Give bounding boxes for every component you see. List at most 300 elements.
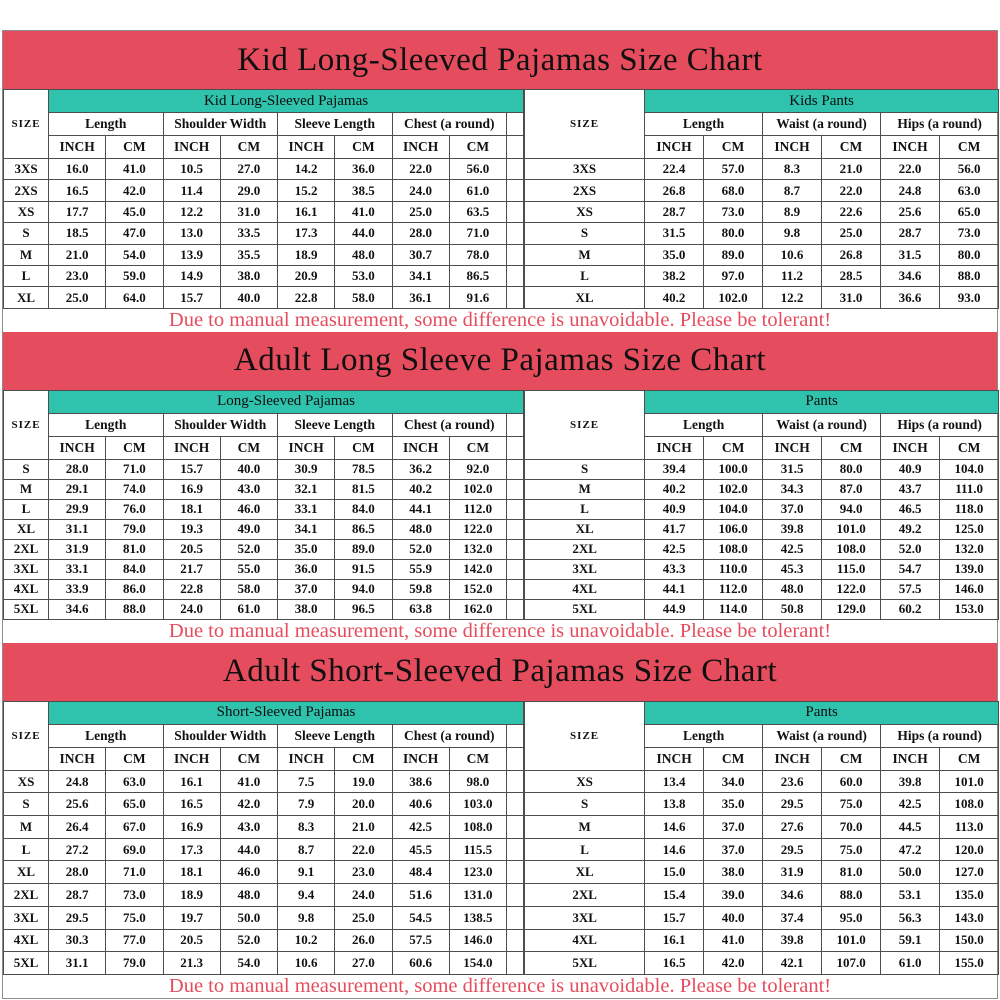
table-row — [4, 459, 524, 479]
measurement-value-cell: 23.0 — [335, 861, 392, 884]
measurement-value-cell: 20.5 — [163, 539, 220, 559]
measurement-value-cell: 110.0 — [704, 559, 763, 579]
measurement-value-cell: 98.0 — [449, 770, 506, 793]
measurement-value-cell: 57.0 — [704, 159, 763, 180]
size-label-cell: 4XL — [525, 929, 645, 952]
table-row — [525, 770, 999, 793]
measurement-value-cell: 42.5 — [645, 539, 704, 559]
measurement-value-cell: 22.0 — [392, 159, 449, 180]
table-row — [525, 499, 999, 519]
measurement-value-cell: 44.1 — [392, 499, 449, 519]
measurement-value-cell: 35.0 — [704, 793, 763, 816]
measurement-value-cell: 40.2 — [645, 287, 704, 308]
measurement-value-cell: 24.0 — [335, 884, 392, 907]
measurement-value-cell: 16.5 — [163, 793, 220, 816]
measurement-value-cell: 24.8 — [49, 770, 106, 793]
measurement-value-cell: 42.1 — [763, 952, 822, 975]
size-column-header: SIZE — [525, 701, 645, 770]
measurement-value-cell: 75.0 — [822, 793, 881, 816]
size-label-cell: XL — [525, 519, 645, 539]
size-label-cell: 2XL — [4, 884, 49, 907]
measurement-value-cell: 40.0 — [704, 906, 763, 929]
table-row — [4, 884, 524, 907]
measurement-value-cell: 25.0 — [49, 287, 106, 308]
measurement-value-cell: 29.1 — [49, 479, 106, 499]
cm-unit-header: CM — [822, 747, 881, 770]
table-row — [4, 159, 524, 180]
measurement-value-cell: 29.5 — [49, 906, 106, 929]
measurement-group-header: Length — [49, 113, 164, 136]
measurement-value-cell: 27.0 — [220, 159, 277, 180]
measurement-value-cell: 13.0 — [163, 223, 220, 244]
measurement-value-cell: 11.2 — [763, 265, 822, 286]
size-label-cell: L — [525, 838, 645, 861]
filler-cell — [507, 952, 524, 975]
measurement-value-cell: 13.9 — [163, 244, 220, 265]
measurement-value-cell: 81.5 — [335, 479, 392, 499]
size-label-cell: L — [525, 499, 645, 519]
measurement-value-cell: 39.8 — [881, 770, 940, 793]
table-row — [525, 599, 999, 619]
measurement-value-cell: 79.0 — [106, 519, 163, 539]
table-row — [525, 929, 999, 952]
measurement-value-cell: 31.5 — [881, 244, 940, 265]
measurement-value-cell: 18.9 — [278, 244, 335, 265]
measurement-value-cell: 78.0 — [449, 244, 506, 265]
size-label-cell: S — [4, 793, 49, 816]
measurement-value-cell: 113.0 — [940, 816, 999, 839]
size-label-cell: 2XS — [525, 180, 645, 201]
filler-cell — [507, 747, 524, 770]
measurement-group-header: Length — [645, 113, 763, 136]
measurement-value-cell: 36.0 — [335, 159, 392, 180]
size-label-cell: 3XL — [4, 906, 49, 929]
measurement-value-cell: 29.5 — [763, 793, 822, 816]
measurement-value-cell: 102.0 — [704, 479, 763, 499]
measurement-value-cell: 101.0 — [940, 770, 999, 793]
measurement-value-cell: 67.0 — [106, 816, 163, 839]
cm-unit-header: CM — [335, 136, 392, 159]
measurement-value-cell: 112.0 — [449, 499, 506, 519]
cm-unit-header: CM — [220, 136, 277, 159]
size-label-cell: XS — [4, 770, 49, 793]
filler-cell — [507, 816, 524, 839]
measurement-value-cell: 96.5 — [335, 599, 392, 619]
size-column-header: SIZE — [4, 390, 49, 459]
measurement-value-cell: 88.0 — [106, 599, 163, 619]
filler-cell — [507, 287, 524, 308]
size-label-cell: 5XL — [4, 952, 49, 975]
table-row — [4, 861, 524, 884]
measurement-value-cell: 31.1 — [49, 519, 106, 539]
measurement-value-cell: 31.0 — [822, 287, 881, 308]
measurement-value-cell: 28.0 — [49, 459, 106, 479]
cm-unit-header: CM — [704, 747, 763, 770]
size-label-cell: L — [4, 265, 49, 286]
measurement-value-cell: 21.0 — [822, 159, 881, 180]
table-header-band-row — [4, 701, 524, 724]
measurement-group-row — [4, 724, 524, 747]
measurement-value-cell: 42.5 — [763, 539, 822, 559]
measurement-value-cell: 127.0 — [940, 861, 999, 884]
measurement-value-cell: 59.8 — [392, 579, 449, 599]
size-column-header: SIZE — [4, 701, 49, 770]
table-row — [525, 180, 999, 201]
measurement-value-cell: 52.0 — [220, 929, 277, 952]
inch-unit-header: INCH — [392, 136, 449, 159]
measurement-value-cell: 138.5 — [449, 906, 506, 929]
size-label-cell: S — [525, 223, 645, 244]
inch-unit-header: INCH — [49, 136, 106, 159]
measurement-value-cell: 11.4 — [163, 180, 220, 201]
measurement-value-cell: 101.0 — [822, 929, 881, 952]
cm-unit-header: CM — [220, 436, 277, 459]
measurement-value-cell: 13.4 — [645, 770, 704, 793]
measurement-value-cell: 57.5 — [881, 579, 940, 599]
table-header-band-row — [525, 390, 999, 413]
measurement-value-cell: 107.0 — [822, 952, 881, 975]
measurement-value-cell: 35.0 — [278, 539, 335, 559]
measurement-value-cell: 20.9 — [278, 265, 335, 286]
measurement-value-cell: 38.0 — [704, 861, 763, 884]
filler-cell — [507, 579, 524, 599]
measurement-value-cell: 31.9 — [763, 861, 822, 884]
measurement-value-cell: 16.0 — [49, 159, 106, 180]
measurement-value-cell: 40.2 — [645, 479, 704, 499]
measurement-value-cell: 49.0 — [220, 519, 277, 539]
table-row — [525, 539, 999, 559]
measurement-value-cell: 71.0 — [106, 861, 163, 884]
size-label-cell: 2XL — [525, 884, 645, 907]
measurement-value-cell: 152.0 — [449, 579, 506, 599]
measurement-value-cell: 143.0 — [940, 906, 999, 929]
measurement-value-cell: 28.0 — [49, 861, 106, 884]
measurement-group-header: Sleeve Length — [278, 113, 393, 136]
measurement-value-cell: 26.4 — [49, 816, 106, 839]
measurement-value-cell: 114.0 — [704, 599, 763, 619]
filler-cell — [507, 201, 524, 222]
size-label-cell: M — [525, 816, 645, 839]
measurement-value-cell: 8.3 — [763, 159, 822, 180]
measurement-value-cell: 44.1 — [645, 579, 704, 599]
measurement-value-cell: 42.0 — [220, 793, 277, 816]
measurement-value-cell: 153.0 — [940, 599, 999, 619]
size-label-cell: L — [4, 838, 49, 861]
measurement-group-header: Shoulder Width — [163, 724, 278, 747]
measurement-group-header: Waist (a round) — [763, 113, 881, 136]
size-chart-section-short — [3, 643, 997, 998]
tables-row — [3, 89, 997, 309]
table-header-band-row — [4, 90, 524, 113]
measurement-value-cell: 57.5 — [392, 929, 449, 952]
size-label-cell: M — [525, 244, 645, 265]
measurement-group-header: Waist (a round) — [763, 413, 881, 436]
measurement-value-cell: 146.0 — [449, 929, 506, 952]
measurement-value-cell: 16.9 — [163, 479, 220, 499]
measurement-value-cell: 43.0 — [220, 479, 277, 499]
measurement-value-cell: 55.9 — [392, 559, 449, 579]
measurement-value-cell: 16.1 — [645, 929, 704, 952]
measurement-value-cell: 103.0 — [449, 793, 506, 816]
measurement-value-cell: 21.0 — [335, 816, 392, 839]
measurement-value-cell: 45.3 — [763, 559, 822, 579]
table-header-band-row — [525, 701, 999, 724]
measurement-value-cell: 16.9 — [163, 816, 220, 839]
measurement-value-cell: 132.0 — [449, 539, 506, 559]
size-label-cell: XL — [4, 287, 49, 308]
measurement-value-cell: 79.0 — [106, 952, 163, 975]
measurement-value-cell: 40.9 — [645, 499, 704, 519]
measurement-value-cell: 16.1 — [278, 201, 335, 222]
inch-unit-header: INCH — [163, 136, 220, 159]
filler-cell — [507, 838, 524, 861]
measurement-value-cell: 18.9 — [163, 884, 220, 907]
table-row — [525, 287, 999, 308]
measurement-value-cell: 115.5 — [449, 838, 506, 861]
measurement-value-cell: 84.0 — [106, 559, 163, 579]
measurement-value-cell: 10.5 — [163, 159, 220, 180]
inch-unit-header: INCH — [163, 747, 220, 770]
measurement-value-cell: 112.0 — [704, 579, 763, 599]
measurement-value-cell: 48.0 — [220, 884, 277, 907]
measurement-value-cell: 91.6 — [449, 287, 506, 308]
measurement-value-cell: 40.2 — [392, 479, 449, 499]
measurement-value-cell: 155.0 — [940, 952, 999, 975]
filler-cell — [507, 793, 524, 816]
measurement-value-cell: 162.0 — [449, 599, 506, 619]
measurement-value-cell: 68.0 — [704, 180, 763, 201]
measurement-value-cell: 50.8 — [763, 599, 822, 619]
size-chart-section-kid — [3, 31, 997, 332]
measurement-value-cell: 56.0 — [940, 159, 999, 180]
measurement-value-cell: 80.0 — [822, 459, 881, 479]
cm-unit-header: CM — [704, 436, 763, 459]
measurement-value-cell: 63.0 — [940, 180, 999, 201]
table-row — [4, 519, 524, 539]
measurement-value-cell: 89.0 — [335, 539, 392, 559]
table-row — [4, 223, 524, 244]
measurement-value-cell: 37.0 — [704, 838, 763, 861]
measurement-value-cell: 34.1 — [392, 265, 449, 286]
measurement-value-cell: 118.0 — [940, 499, 999, 519]
measurement-value-cell: 51.6 — [392, 884, 449, 907]
table-row — [4, 201, 524, 222]
measurement-value-cell: 23.6 — [763, 770, 822, 793]
measurement-value-cell: 9.1 — [278, 861, 335, 884]
size-label-cell: 4XL — [525, 579, 645, 599]
measurement-value-cell: 15.2 — [278, 180, 335, 201]
inch-unit-header: INCH — [278, 747, 335, 770]
pajamas-table — [3, 701, 524, 975]
cm-unit-header: CM — [940, 136, 999, 159]
measurement-value-cell: 31.0 — [220, 201, 277, 222]
measurement-value-cell: 52.0 — [881, 539, 940, 559]
measurement-value-cell: 42.0 — [704, 952, 763, 975]
measurement-value-cell: 23.0 — [49, 265, 106, 286]
table-header-band-row — [4, 390, 524, 413]
measurement-group-header: Chest (a round) — [392, 113, 507, 136]
measurement-value-cell: 94.0 — [335, 579, 392, 599]
measurement-value-cell: 39.4 — [645, 459, 704, 479]
measurement-value-cell: 27.2 — [49, 838, 106, 861]
inch-unit-header: INCH — [881, 136, 940, 159]
measurement-value-cell: 150.0 — [940, 929, 999, 952]
measurement-value-cell: 108.0 — [822, 539, 881, 559]
measurement-value-cell: 125.0 — [940, 519, 999, 539]
measurement-value-cell: 25.6 — [881, 201, 940, 222]
filler-cell — [507, 559, 524, 579]
filler-cell — [507, 180, 524, 201]
measurement-value-cell: 52.0 — [220, 539, 277, 559]
table-row — [525, 223, 999, 244]
measurement-value-cell: 20.0 — [335, 793, 392, 816]
measurement-value-cell: 80.0 — [704, 223, 763, 244]
size-label-cell: 5XL — [4, 599, 49, 619]
table-row — [525, 861, 999, 884]
pants-table — [524, 701, 999, 975]
measurement-value-cell: 97.0 — [704, 265, 763, 286]
measurement-value-cell: 22.8 — [163, 579, 220, 599]
measurement-value-cell: 139.0 — [940, 559, 999, 579]
size-label-cell: 4XL — [4, 929, 49, 952]
measurement-value-cell: 58.0 — [335, 287, 392, 308]
cm-unit-header: CM — [220, 747, 277, 770]
measurement-value-cell: 38.2 — [645, 265, 704, 286]
table-row — [525, 459, 999, 479]
measurement-value-cell: 12.2 — [763, 287, 822, 308]
measurement-value-cell: 86.0 — [106, 579, 163, 599]
measurement-value-cell: 25.6 — [49, 793, 106, 816]
pajamas-table — [3, 390, 524, 620]
measurement-value-cell: 34.1 — [278, 519, 335, 539]
measurement-group-row — [4, 413, 524, 436]
measurement-group-header: Sleeve Length — [278, 413, 393, 436]
measurement-group-header: Length — [645, 413, 763, 436]
measurement-value-cell: 39.8 — [763, 519, 822, 539]
table-row — [4, 479, 524, 499]
measurement-value-cell: 50.0 — [881, 861, 940, 884]
table-row — [4, 929, 524, 952]
measurement-value-cell: 78.5 — [335, 459, 392, 479]
measurement-value-cell: 19.0 — [335, 770, 392, 793]
measurement-value-cell: 37.0 — [278, 579, 335, 599]
measurement-value-cell: 87.0 — [822, 479, 881, 499]
measurement-value-cell: 33.5 — [220, 223, 277, 244]
table-row — [525, 519, 999, 539]
size-label-cell: 3XL — [525, 906, 645, 929]
measurement-value-cell: 35.5 — [220, 244, 277, 265]
measurement-value-cell: 95.0 — [822, 906, 881, 929]
size-label-cell: 3XS — [4, 159, 49, 180]
measurement-value-cell: 16.5 — [645, 952, 704, 975]
measurement-value-cell: 29.0 — [220, 180, 277, 201]
measurement-value-cell: 40.0 — [220, 287, 277, 308]
measurement-value-cell: 48.0 — [763, 579, 822, 599]
table-name-band: Long-Sleeved Pajamas — [49, 390, 524, 413]
table-row — [525, 201, 999, 222]
measurement-value-cell: 9.8 — [763, 223, 822, 244]
measurement-value-cell: 14.6 — [645, 838, 704, 861]
measurement-value-cell: 8.7 — [763, 180, 822, 201]
measurement-value-cell: 10.2 — [278, 929, 335, 952]
measurement-value-cell: 34.6 — [49, 599, 106, 619]
inch-unit-header: INCH — [645, 436, 704, 459]
measurement-value-cell: 27.0 — [335, 952, 392, 975]
size-label-cell: 2XL — [4, 539, 49, 559]
measurement-group-header: Chest (a round) — [392, 724, 507, 747]
measurement-value-cell: 8.3 — [278, 816, 335, 839]
measurement-value-cell: 61.0 — [220, 599, 277, 619]
filler-cell — [507, 136, 524, 159]
cm-unit-header: CM — [449, 136, 506, 159]
measurement-value-cell: 34.3 — [763, 479, 822, 499]
filler-cell — [507, 459, 524, 479]
measurement-value-cell: 49.2 — [881, 519, 940, 539]
measurement-value-cell: 106.0 — [704, 519, 763, 539]
measurement-value-cell: 17.3 — [163, 838, 220, 861]
measurement-value-cell: 60.6 — [392, 952, 449, 975]
table-row — [525, 816, 999, 839]
filler-cell — [507, 519, 524, 539]
measurement-value-cell: 69.0 — [106, 838, 163, 861]
table-row — [525, 265, 999, 286]
measurement-value-cell: 50.0 — [220, 906, 277, 929]
measurement-value-cell: 48.0 — [392, 519, 449, 539]
measurement-value-cell: 135.0 — [940, 884, 999, 907]
measurement-value-cell: 65.0 — [940, 201, 999, 222]
cm-unit-header: CM — [335, 747, 392, 770]
measurement-value-cell: 25.0 — [392, 201, 449, 222]
measurement-value-cell: 22.0 — [335, 838, 392, 861]
measurement-value-cell: 37.4 — [763, 906, 822, 929]
measurement-value-cell: 48.4 — [392, 861, 449, 884]
measurement-value-cell: 100.0 — [704, 459, 763, 479]
size-label-cell: S — [525, 459, 645, 479]
measurement-value-cell: 63.0 — [106, 770, 163, 793]
measurement-value-cell: 53.0 — [335, 265, 392, 286]
size-label-cell: M — [4, 816, 49, 839]
measurement-value-cell: 45.0 — [106, 201, 163, 222]
measurement-value-cell: 31.5 — [645, 223, 704, 244]
inch-unit-header: INCH — [763, 436, 822, 459]
size-label-cell: M — [4, 244, 49, 265]
section-title: Kid Long-Sleeved Pajamas Size Chart — [3, 31, 997, 89]
measurement-value-cell: 56.0 — [449, 159, 506, 180]
measurement-value-cell: 71.0 — [449, 223, 506, 244]
measurement-value-cell: 154.0 — [449, 952, 506, 975]
size-label-cell: 3XS — [525, 159, 645, 180]
cm-unit-header: CM — [106, 436, 163, 459]
size-column-header: SIZE — [525, 90, 645, 159]
measurement-value-cell: 63.8 — [392, 599, 449, 619]
table-row — [525, 244, 999, 265]
measurement-note: Due to manual measurement, some difference is unavoidable. Please be tolerant! — [168, 308, 832, 331]
unit-row — [4, 436, 524, 459]
measurement-value-cell: 43.0 — [220, 816, 277, 839]
cm-unit-header: CM — [940, 747, 999, 770]
measurement-value-cell: 101.0 — [822, 519, 881, 539]
measurement-value-cell: 15.7 — [163, 459, 220, 479]
measurement-value-cell: 19.3 — [163, 519, 220, 539]
cm-unit-header: CM — [449, 436, 506, 459]
measurement-value-cell: 59.1 — [881, 929, 940, 952]
measurement-value-cell: 28.7 — [49, 884, 106, 907]
measurement-value-cell: 12.2 — [163, 201, 220, 222]
filler-cell — [507, 244, 524, 265]
measurement-group-header: Length — [49, 724, 164, 747]
measurement-value-cell: 42.5 — [881, 793, 940, 816]
filler-cell — [507, 499, 524, 519]
